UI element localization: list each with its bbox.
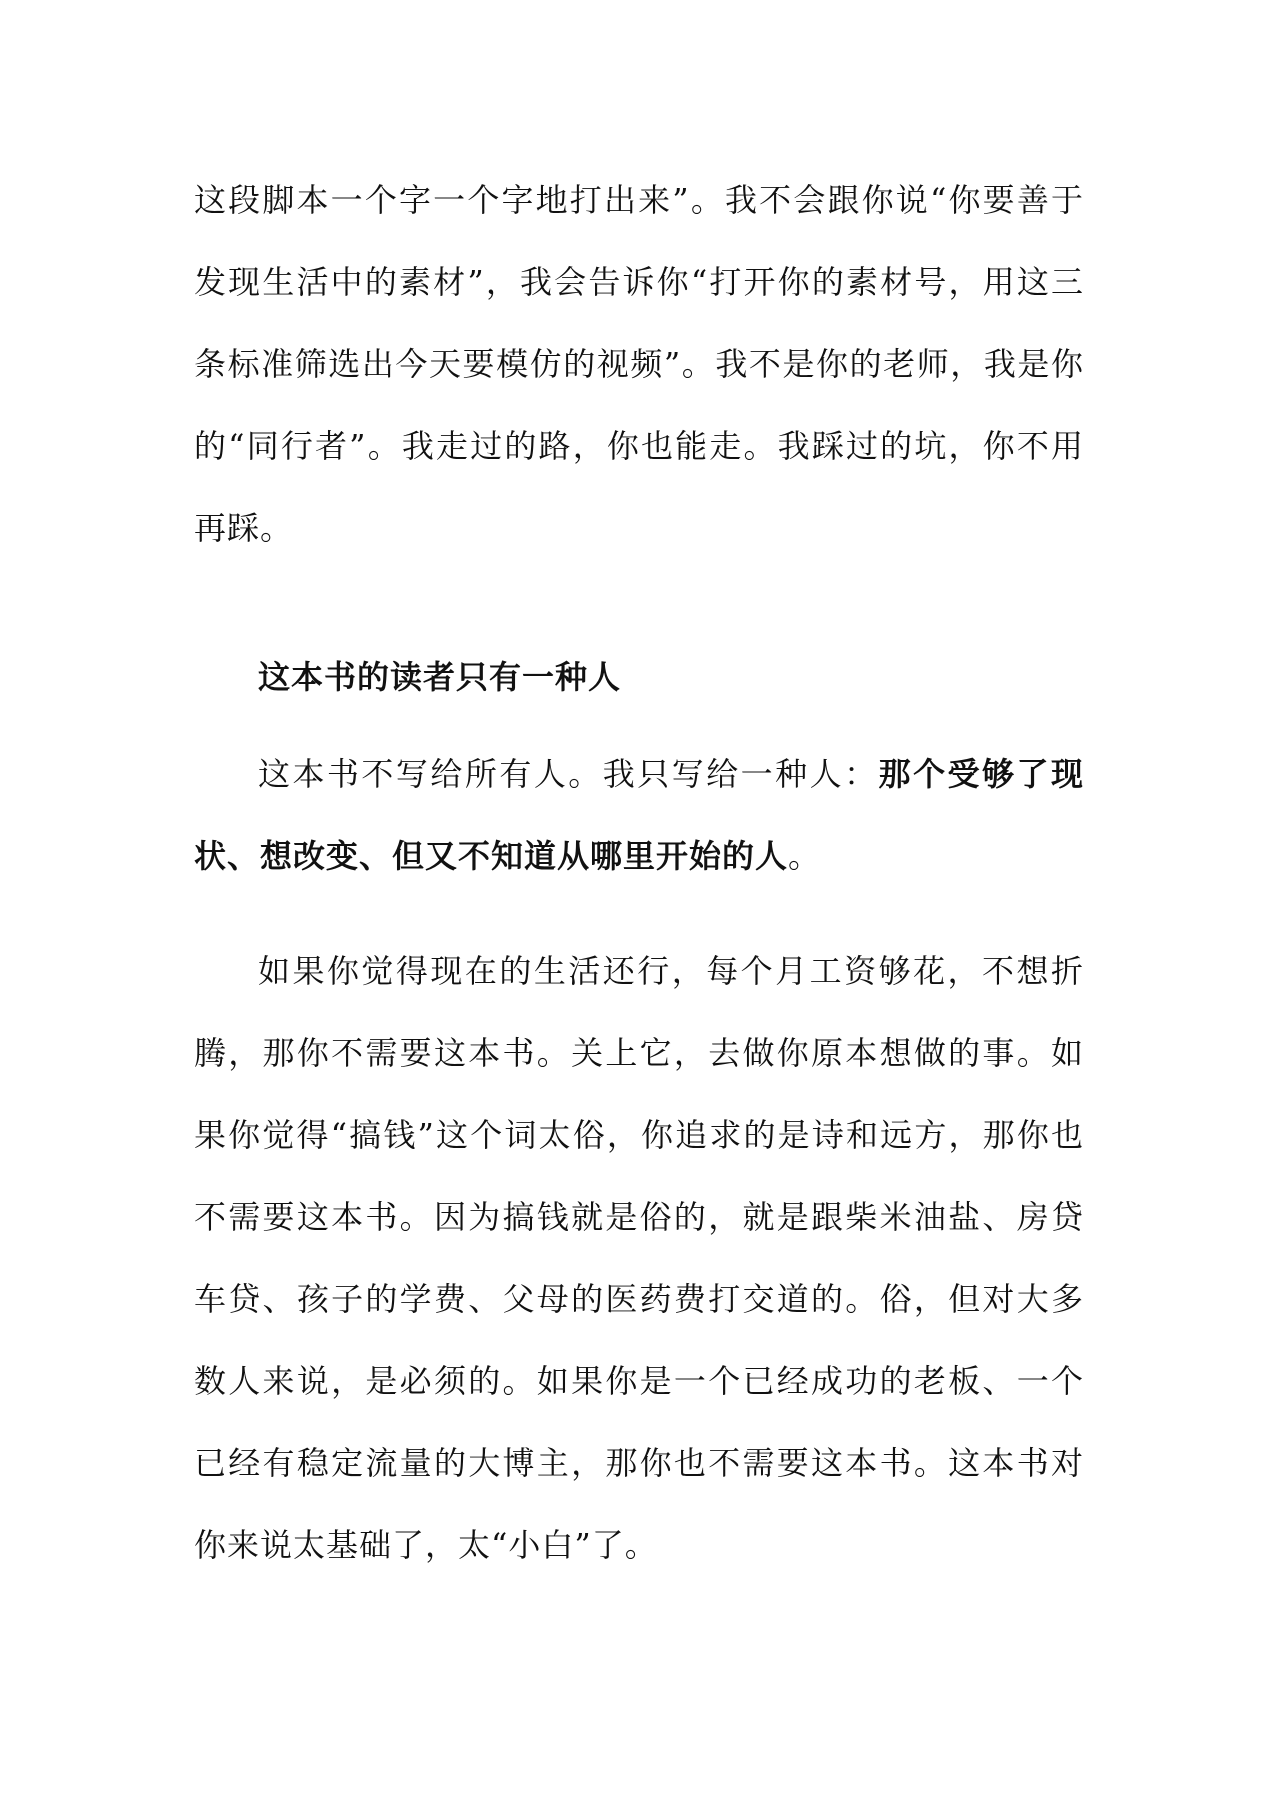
paragraph-target-reader xyxy=(194,733,1084,897)
paragraph-lead-text: 这本书不写给所有人。我只写给一种人： xyxy=(258,755,879,793)
section-heading: 这本书的读者只有一种人 xyxy=(258,658,622,696)
paragraph-who-not-for: 如果你觉得现在的生活还行，每个月工资够花，不想折腾，那你不需要这本书。关上它，去做你原本想做的事。如果你觉得“搞钱”这个词太俗，你追求的是诗和远方，那你也不需要这本书。因为搞钱就是俗的，就是跟柴米油盐、房贷车贷、孩子的学费、父母的医药费打交道的。俗，但对大多数人来说，是必须的。如果你是一个已经成功的老板、一个已经有稳定流量的大博主，那你也不需要这本书。这本书对你来说太基础了，太“小白”了。 xyxy=(194,952,1084,1564)
paragraph-continuation: 这段脚本一个字一个字地打出来”。我不会跟你说“你要善于发现生活中的素材”，我会告诉你“打开你的素材号，用这三条标准筛选出今天要模仿的视频”。我不是你的老师，我是你的“同行者”。我走过的路，你也能走。我踩过的坑，你不用再踩。 xyxy=(194,181,1084,547)
emphasized-text: 那个受够了现状、想改变、但又不知道从哪里开始的人 xyxy=(194,755,1084,875)
paragraph-end-punctuation: 。 xyxy=(788,837,822,875)
